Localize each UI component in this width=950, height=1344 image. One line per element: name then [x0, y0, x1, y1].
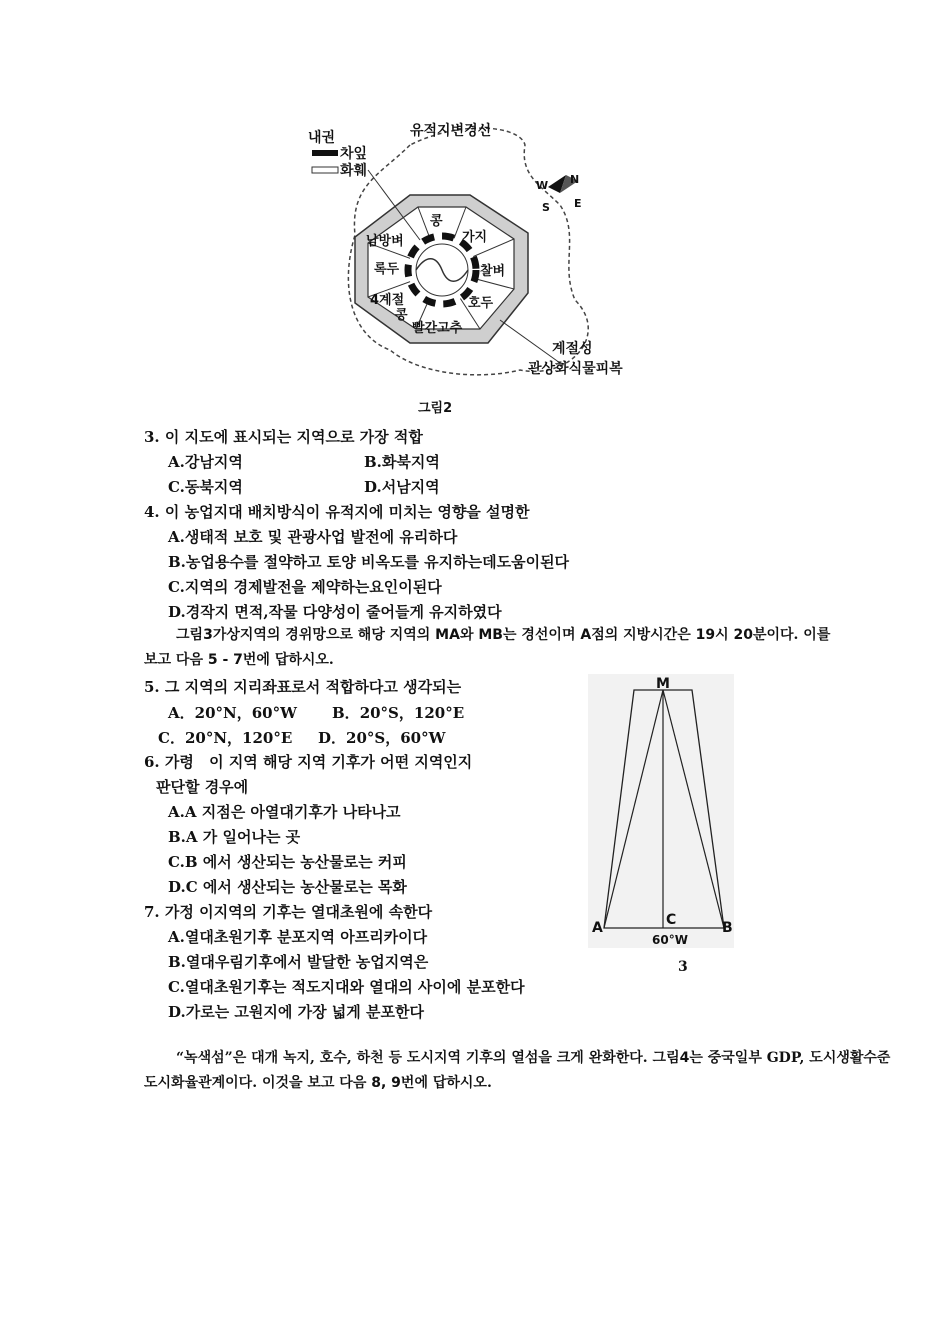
sector-label-0: 콩 [430, 214, 443, 229]
relic-boundary-label: 유적지변경선 [410, 123, 492, 139]
q4-option-c[interactable]: C.지역의 경제발전을 제약하는요인이된다 [168, 578, 442, 596]
q6-option-b[interactable]: B.A 가 일어나는 곳 [168, 828, 301, 846]
svg-text:E: E [574, 197, 582, 210]
point-b-label: B [722, 920, 733, 936]
sector-label-5: 콩 [395, 308, 408, 323]
q5-option-d[interactable]: D．20°S，60°W [318, 729, 446, 747]
point-m-label: M [656, 676, 670, 692]
compass-icon [536, 173, 582, 214]
sector-label-7: 록두 [374, 262, 400, 277]
q7-option-b[interactable]: B.열대우림기후에서 발달한 농업지역은 [168, 953, 429, 971]
flower-cover-label: 관상화식물피복 [528, 361, 623, 377]
longitude-label: 60°W [652, 933, 688, 947]
figure3-diagram [588, 674, 734, 948]
intro-fig3-line2: 보고 다음 5 - 7번에 답하시오. [144, 652, 334, 668]
q5-option-b[interactable]: B．20°S，120°E [332, 704, 465, 722]
seasonal-label: 계절성 [552, 341, 593, 357]
q3-option-a[interactable]: A.강남지역 [168, 453, 243, 471]
q5-option-a[interactable]: A．20°N，60°W [168, 704, 297, 722]
q3-option-c[interactable]: C.동북지역 [168, 478, 243, 496]
figure2-diagram [290, 115, 670, 425]
question-6-stem: 6. 가령 이 지역 해당 지역 기후가 어떤 지역인지 [144, 753, 473, 771]
q6-option-d[interactable]: D.C 에서 생산되는 농산물로는 목화 [168, 878, 407, 896]
figure2-caption: 그림2 [418, 401, 453, 416]
sector-label-6: 4계절 [370, 293, 405, 308]
question-5-stem: 5. 그 지역의 지리좌표로서 적합하다고 생각되는 [144, 678, 462, 696]
bottom-pointer [500, 320, 560, 363]
sector-label-1: 가지 [462, 230, 488, 245]
point-a-label: A [592, 920, 603, 936]
figure3-caption: 3 [678, 959, 688, 975]
intro-fig3-line1: 그림3가상지역의 경위망으로 해당 지역의 MA와 MB는 경선이며 A점의 지방시간은 19시 20분이다. 이를 [176, 627, 831, 643]
question-3-stem: 3. 이 지도에 표시되는 지역으로 가장 적합 [144, 428, 423, 446]
point-c-label: C [666, 912, 677, 928]
legend-flower-label: 화훼 [340, 163, 368, 179]
svg-text:N: N [570, 173, 580, 186]
q3-option-b[interactable]: B.화북지역 [364, 453, 440, 471]
sector-label-2: 찰벼 [480, 264, 506, 279]
intro-fig4-line1: “녹색섬”은 대개 녹지, 호수, 하천 등 도시지역 기후의 열섬을 크게 완화한다. 그림4는 중국일부 GDP, 도시생활수준 [176, 1050, 891, 1066]
q4-option-a[interactable]: A.생태적 보호 및 관광사업 발전에 유리하다 [168, 528, 458, 546]
sector-label-8: 남방벼 [366, 234, 404, 249]
sector-label-3: 호두 [468, 296, 494, 311]
svg-text:S: S [542, 201, 550, 214]
q7-option-a[interactable]: A.열대초원기후 분포지역 아프리카이다 [168, 928, 428, 946]
question-4-stem: 4. 이 농업지대 배치방식이 유적지에 미치는 영향을 설명한 [144, 503, 530, 521]
q7-option-c[interactable]: C.열대초원기후는 적도지대와 열대의 사이에 분포한다 [168, 978, 525, 996]
intro-fig4-line2: 도시화율관계이다. 이것을 보고 다음 8, 9번에 답하시오. [144, 1075, 492, 1091]
svg-text:W: W [536, 179, 549, 192]
q5-option-c[interactable]: C．20°N，120°E [158, 729, 293, 747]
question-7-stem: 7. 가정 이지역의 기후는 열대초원에 속한다 [144, 903, 433, 921]
q4-option-b[interactable]: B.농업용수를 절약하고 토양 비옥도를 유지하는데도움이된다 [168, 553, 570, 571]
legend-tea-swatch [312, 150, 338, 156]
legend-tea-label: 차잎 [340, 146, 368, 162]
q6-option-c[interactable]: C.B 에서 생산되는 농산물로는 커피 [168, 853, 407, 871]
q6-option-a[interactable]: A.A 지점은 아열대기후가 나타나고 [168, 803, 401, 821]
legend-flower-swatch [312, 167, 338, 173]
question-6-stem-line2: 판단할 경우에 [156, 778, 249, 796]
q3-option-d[interactable]: D.서남지역 [364, 478, 440, 496]
legend-title: 내권 [308, 130, 336, 146]
sector-label-4: 빨간고추 [412, 321, 463, 336]
q4-option-d[interactable]: D.경작지 면적,작물 다양성이 줄어들게 유지하였다 [168, 603, 502, 621]
q7-option-d[interactable]: D.가로는 고원지에 가장 넓게 분포한다 [168, 1003, 424, 1021]
